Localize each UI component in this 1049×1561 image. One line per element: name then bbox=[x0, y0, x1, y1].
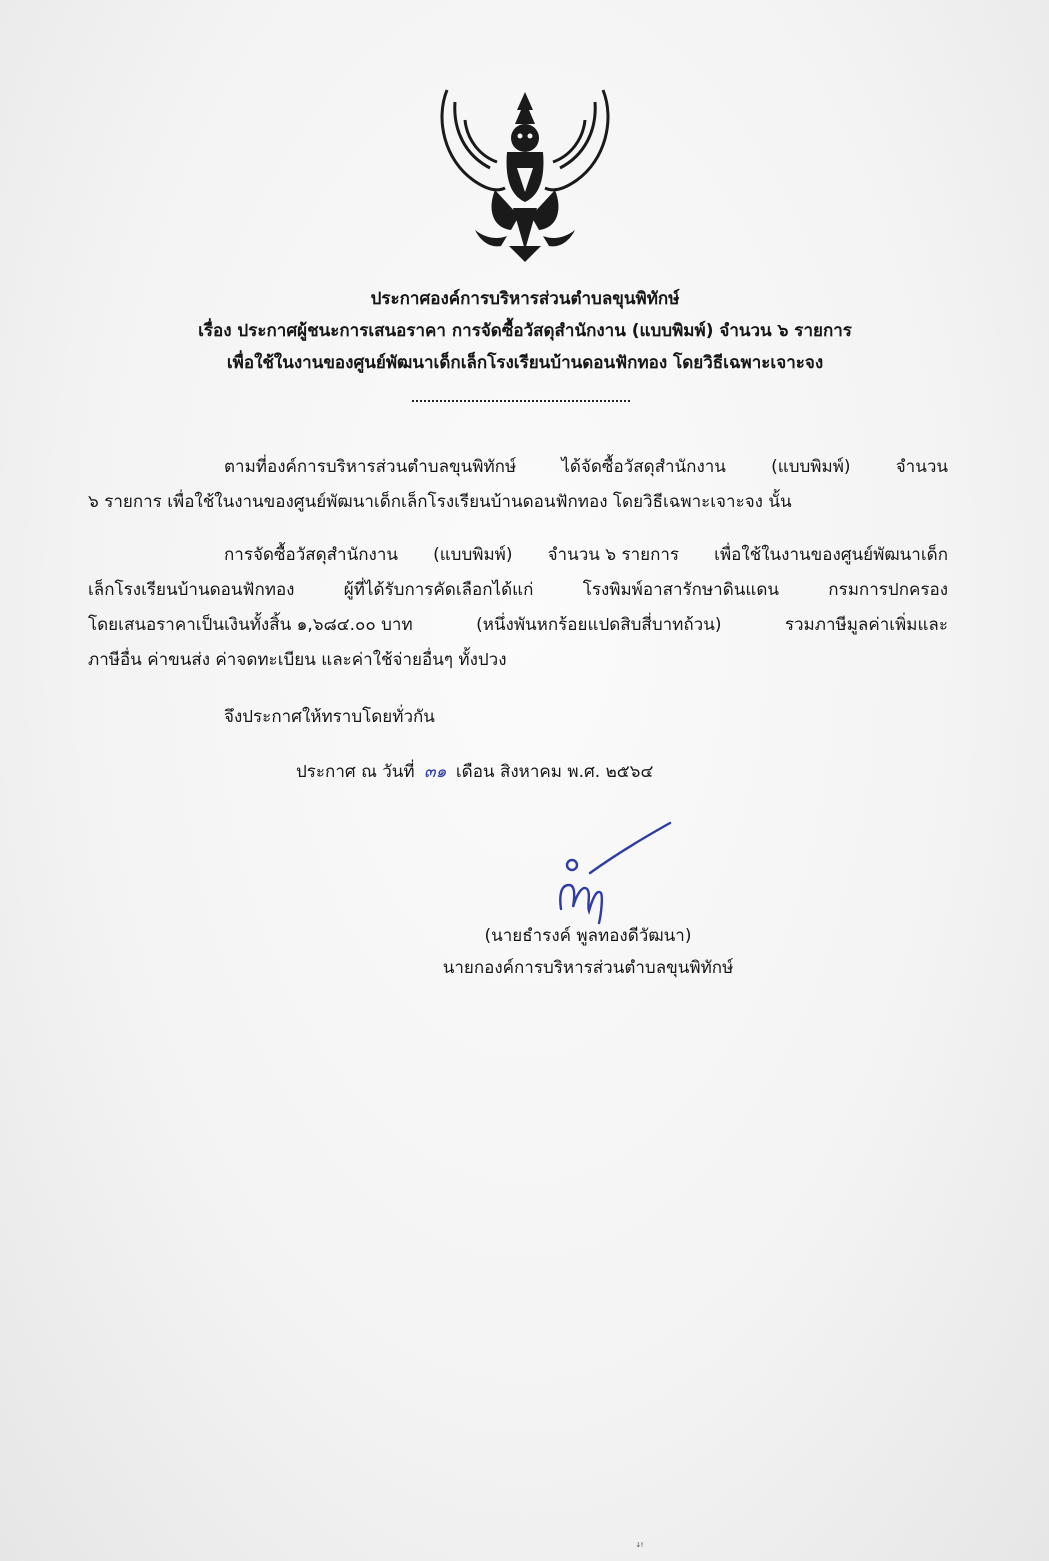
announcement-date bbox=[296, 755, 653, 790]
text-segment: ๖ รายการ เพื่อใช้ในงานของศูนย์พัฒนาเด็กเล็กโรงเรียนบ้านดอนฟักทอง โดยวิธีเฉพาะเจาะจง นั้น bbox=[88, 492, 792, 512]
heading-line-2: เรื่อง ประกาศผู้ชนะการเสนอราคา การจัดซื้อวัสดุสำนักงาน (แบบพิมพ์) จำนวน ๖ รายการ bbox=[198, 321, 852, 341]
paragraph-1-line-1 bbox=[88, 450, 948, 485]
text-segment: จำนวน bbox=[895, 457, 948, 477]
paragraph-2-line-4 bbox=[88, 643, 948, 678]
text-segment: (แบบพิมพ์) bbox=[771, 457, 851, 477]
text-segment: (แบบพิมพ์) bbox=[433, 545, 513, 565]
text-segment: จำนวน ๖ รายการ bbox=[547, 545, 680, 565]
text-segment: โรงพิมพ์อาสารักษาดินแดน bbox=[582, 580, 780, 600]
heading-line-3: เพื่อใช้ในงานของศูนย์พัฒนาเด็กเล็กโรงเรียนบ้านดอนฟักทอง โดยวิธีเฉพาะเจาะจง bbox=[226, 353, 824, 373]
signer-position: นายกองค์การบริหารส่วนตำบลขุนพิทักษ์ bbox=[442, 958, 734, 978]
text-segment: การจัดซื้อวัสดุสำนักงาน bbox=[224, 545, 398, 565]
date-month-year: เดือน สิงหาคม พ.ศ. ๒๕๖๔ bbox=[455, 762, 654, 782]
paragraph-2-line-2 bbox=[88, 573, 948, 608]
heading-line-1: ประกาศองค์การบริหารส่วนตำบลขุนพิทักษ์ bbox=[370, 289, 680, 309]
text-segment: ได้จัดซื้อวัสดุสำนักงาน bbox=[561, 457, 726, 477]
date-prefix: ประกาศ ณ วันที่ bbox=[296, 762, 415, 782]
signer-block bbox=[388, 920, 788, 984]
footer-mark: ꜜꜝ bbox=[636, 1540, 644, 1554]
signer-name: (นายธำรงค์ พูลทองดีวัฒนา) bbox=[484, 926, 692, 946]
closing-statement: จึงประกาศให้ทราบโดยทั่วกัน bbox=[224, 707, 435, 727]
text-segment: กรมการปกครอง bbox=[828, 580, 948, 600]
text-segment: ภาษีอื่น ค่าขนส่ง ค่าจดทะเบียน และค่าใช้จ่ายอื่นๆ ทั้งปวง bbox=[88, 650, 507, 670]
paragraph-1-line-2 bbox=[88, 485, 948, 520]
text-segment: ตามที่องค์การบริหารส่วนตำบลขุนพิทักษ์ bbox=[224, 457, 517, 477]
dotted-divider bbox=[412, 396, 630, 402]
paragraph-2 bbox=[88, 538, 948, 678]
announcement-heading bbox=[60, 283, 990, 379]
text-segment: เล็กโรงเรียนบ้านดอนฟักทอง bbox=[88, 580, 295, 600]
paragraph-2-line-3 bbox=[88, 608, 948, 643]
handwritten-signature bbox=[545, 815, 685, 925]
text-segment: โดยเสนอราคาเป็นเงินทั้งสิ้น ๑,๖๘๔.๐๐ บาท bbox=[88, 615, 413, 635]
garuda-emblem-icon bbox=[435, 80, 615, 262]
paragraph-1 bbox=[88, 450, 948, 520]
date-day-handwritten: ๓๑ bbox=[424, 762, 447, 782]
text-segment: รวมภาษีมูลค่าเพิ่มและ bbox=[784, 615, 948, 635]
text-segment: เพื่อใช้ในงานของศูนย์พัฒนาเด็ก bbox=[714, 545, 948, 565]
text-segment: (หนึ่งพันหกร้อยแปดสิบสี่บาทถ้วน) bbox=[476, 615, 722, 635]
paragraph-2-line-1 bbox=[88, 538, 948, 573]
text-segment: ผู้ที่ได้รับการคัดเลือกได้แก่ bbox=[343, 580, 534, 600]
